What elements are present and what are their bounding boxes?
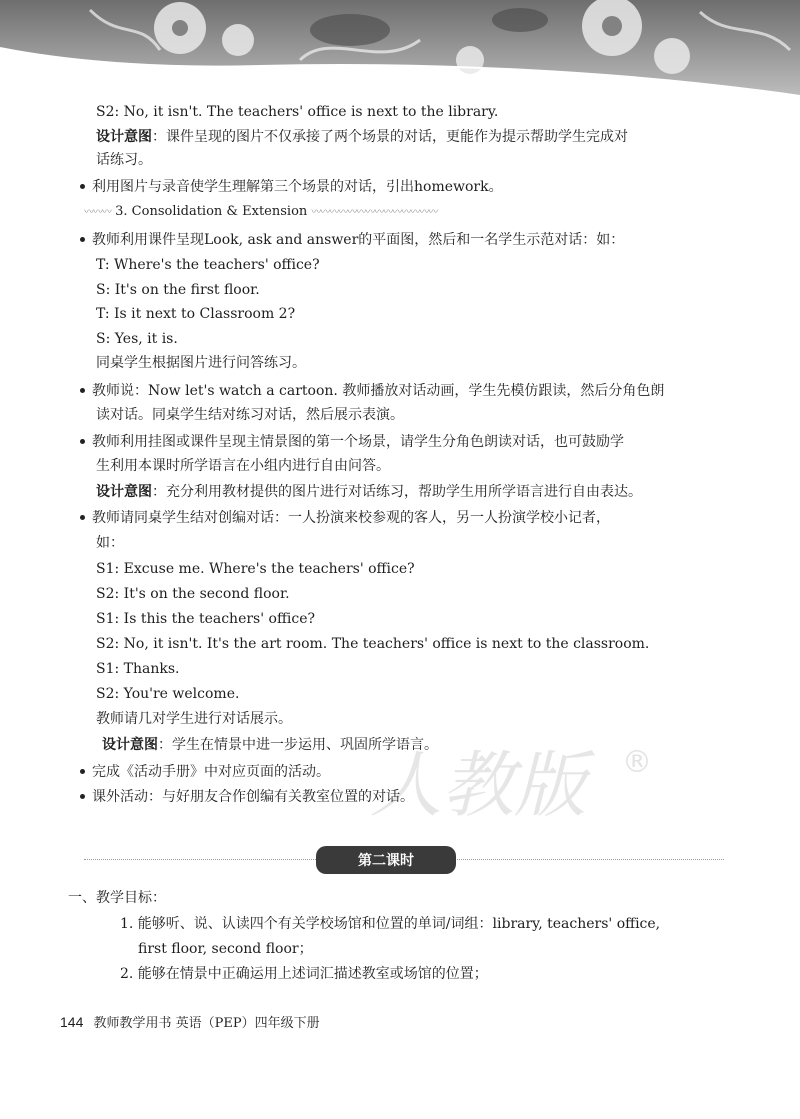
rationale-label: 设计意图: [96, 129, 152, 145]
paragraph-line: 如：: [96, 535, 124, 551]
paragraph-line: 话练习。: [96, 152, 152, 168]
rationale-text: ：充分利用教材提供的图片进行对话练习，帮助学生用所学语言进行自由表达。: [152, 484, 642, 500]
page-footer: [60, 1012, 320, 1031]
watermark-text: 人教版: [370, 743, 587, 827]
floral-banner-image: [0, 0, 800, 98]
bullet-dot-icon: [80, 237, 85, 242]
dialogue-line: S2: No, it isn't. The teachers' office is next to the library.: [96, 104, 499, 120]
section-heading: [84, 202, 437, 223]
objectives-heading: 一、教学目标：: [68, 890, 166, 906]
bullet-item: [80, 177, 503, 197]
bullet-dot-icon: [80, 184, 85, 189]
bullet-text: 教师请同桌学生结对创编对话：一人扮演来校参观的客人，另一人扮演学校小记者，: [92, 510, 610, 526]
page-number: 144: [60, 1014, 84, 1030]
bullet-dot-icon: [80, 439, 85, 444]
bullet-text: 教师利用课件呈现Look, ask and answer的平面图，然后和一名学生示范对话：如：: [92, 232, 625, 248]
header-banner: [0, 0, 800, 98]
watermark-registered-mark: ®: [622, 745, 652, 780]
design-rationale: [102, 735, 438, 755]
dialogue-line: S2: It's on the second floor.: [96, 586, 290, 602]
bullet-item: [80, 762, 330, 782]
bullet-item: [80, 381, 664, 401]
dialogue-line: S2: You're welcome.: [96, 686, 240, 702]
book-title: 教师教学用书 英语（PEP）四年级下册: [93, 1016, 320, 1031]
dialogue-line: S: Yes, it is.: [96, 331, 178, 347]
objective-item: 2. 能够在情景中正确运用上述词汇描述教室或场馆的位置；: [120, 966, 488, 982]
bullet-text: 教师说：Now let's watch a cartoon. 教师播放对话动画，学生先模仿跟读，然后分角色朗: [92, 383, 665, 399]
dialogue-line: S2: No, it isn't. It's the art room. The teachers' office is next to the classroom.: [96, 636, 650, 652]
paragraph-line: 生利用本课时所学语言在小组内进行自由问答。: [96, 458, 390, 474]
lesson-badge: 第二课时: [316, 846, 456, 874]
rationale-text: ：课件呈现的图片不仅承接了两个场景的对话，更能作为提示帮助学生完成对: [152, 129, 628, 145]
bullet-dot-icon: [80, 794, 85, 799]
objective-item: 1. 能够听、说、认读四个有关学校场馆和位置的单词/词组：library, teachers' office,: [120, 916, 661, 932]
dialogue-line: S1: Excuse me. Where's the teachers' office?: [96, 561, 415, 577]
wave-divider-icon: 〰〰〰: [84, 207, 111, 218]
design-rationale: [96, 482, 642, 502]
bullet-text: 利用图片与录音使学生理解第三个场景的对话，引出homework。: [92, 179, 503, 195]
section-title: 3. Consolidation & Extension: [115, 204, 308, 219]
rationale-text: ：学生在情景中进一步运用、巩固所学语言。: [158, 737, 438, 753]
paragraph-line: 同桌学生根据图片进行问答练习。: [96, 355, 306, 371]
design-rationale: [96, 127, 628, 147]
dialogue-line: T: Is it next to Classroom 2?: [96, 306, 296, 322]
wave-divider-icon: 〰〰〰〰〰〰〰〰〰〰〰〰〰〰: [311, 207, 438, 218]
rationale-label: 设计意图: [96, 484, 152, 500]
objective-item: first floor, second floor；: [138, 941, 313, 957]
dialogue-line: S1: Is this the teachers' office?: [96, 611, 316, 627]
bullet-dot-icon: [80, 515, 85, 520]
dialogue-line: T: Where's the teachers' office?: [96, 257, 320, 273]
bullet-dot-icon: [80, 769, 85, 774]
bullet-item: [80, 432, 624, 452]
dialogue-line: S: It's on the first floor.: [96, 282, 260, 298]
bullet-text: 课外活动：与好朋友合作创编有关教室位置的对话。: [92, 789, 414, 805]
dialogue-line: S1: Thanks.: [96, 661, 180, 677]
paragraph-line: 教师请几对学生进行对话展示。: [96, 711, 292, 727]
bullet-item: [80, 787, 414, 807]
paragraph-line: 读对话。同桌学生结对练习对话，然后展示表演。: [96, 407, 404, 423]
bullet-item: [80, 508, 610, 528]
bullet-dot-icon: [80, 388, 85, 393]
rationale-label: 设计意图: [102, 737, 158, 753]
bullet-text: 教师利用挂图或课件呈现主情景图的第一个场景，请学生分角色朗读对话，也可鼓励学: [92, 434, 624, 450]
bullet-text: 完成《活动手册》中对应页面的活动。: [92, 764, 330, 780]
bullet-item: [80, 230, 624, 250]
